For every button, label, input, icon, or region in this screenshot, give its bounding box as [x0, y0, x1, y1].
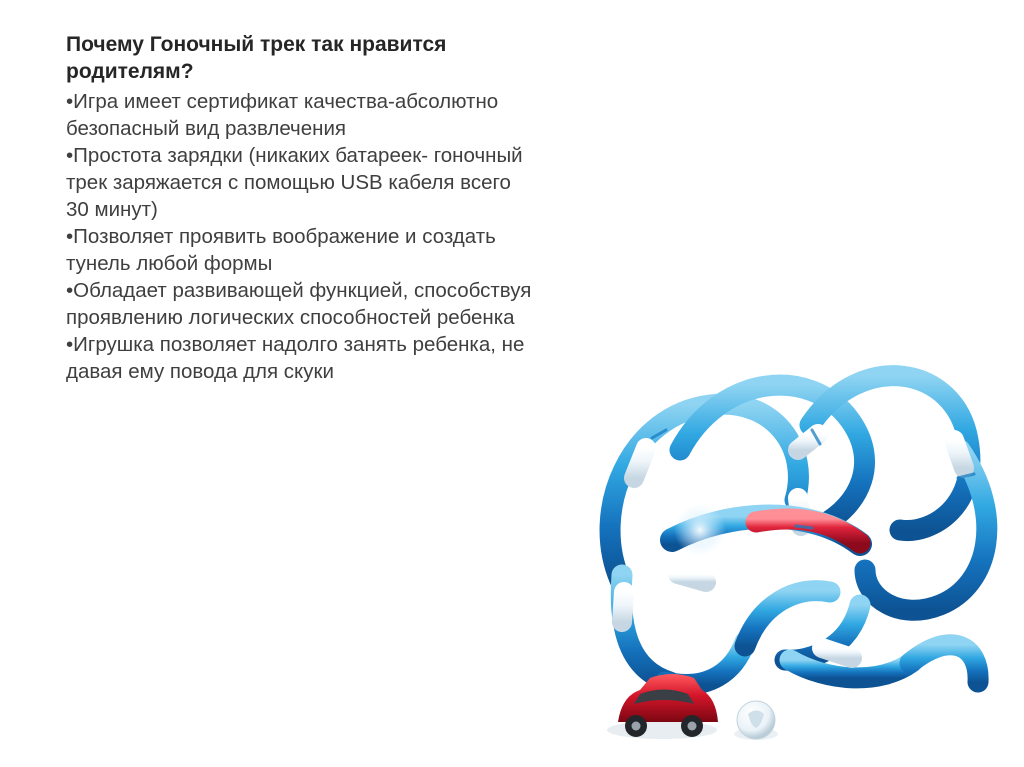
track-tubes [610, 376, 987, 685]
racing-track-toy-photo [560, 330, 1020, 750]
light-ball [734, 701, 778, 740]
bullet-item-3: •Позволяет проявить воображение и создать тунель любой формы [66, 224, 496, 276]
bullet-item-4: •Обладает развивающей функцией, способствуя проявлению логических способностей ребенка [66, 279, 532, 330]
bullet-item-5: •Игрушка позволяет надолго занять ребенка, не давая ему повода для скуки [66, 333, 525, 384]
bullet-item-2: •Простота зарядки (никаких батареек- гоночный трек заряжается с помощью USB кабеля всего 30 минут) [66, 143, 523, 221]
bullet-item-1: •Игра имеет сертификат качества-абсолютно безопасный вид развлечения [66, 89, 499, 140]
slide-text-block [66, 32, 536, 385]
page-title: Почему Гоночный трек так нравится родителям? [66, 33, 447, 83]
